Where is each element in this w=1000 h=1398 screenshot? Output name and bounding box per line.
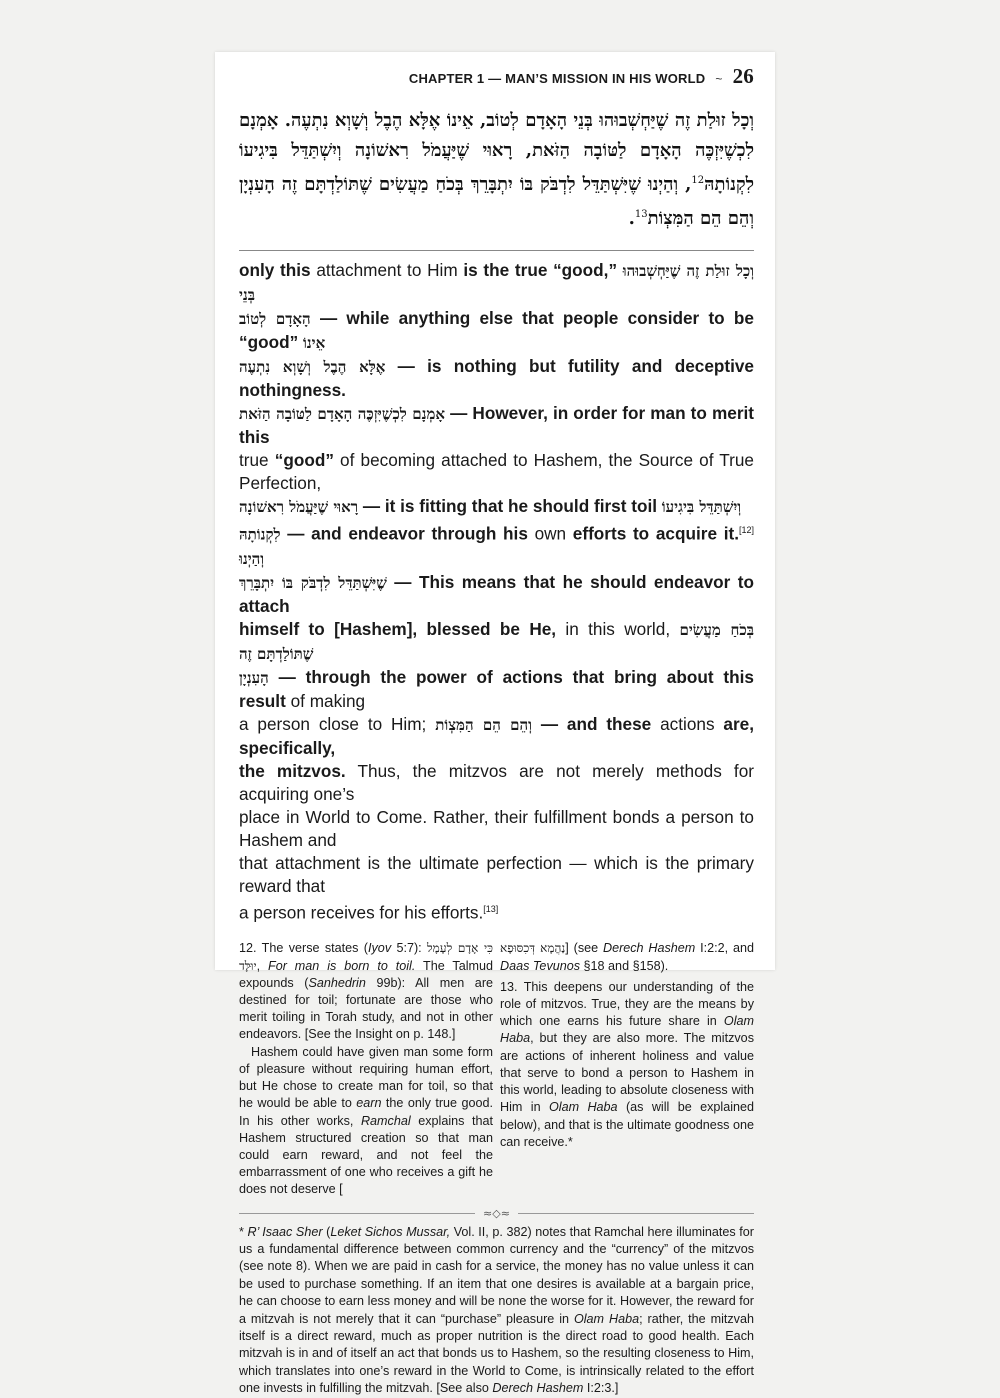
text-line: אֶלָּא הֶבֶל וְשָׁוְא נִתְעֶה — is nothing but futility and deceptive nothingness.: [239, 356, 754, 400]
running-header: [239, 64, 754, 88]
section-divider: [239, 250, 754, 251]
footnote-ref: [13]: [483, 903, 499, 914]
text-line: a person close to Him; וְהֵם הֵם הַמִּצְוֹת — and these actions are, specifically,: [239, 713, 755, 758]
note-12-paragraph: Hashem could have given man some form of pleasure without requiring human effort, but He chose to create man for toil, so that he would be able to earn the only true good. In his other works, Ramchal explains that Hashem structured creation so that man could earn reward, and not feel the embarrassment of one who receives a gift he does not deserve [: [239, 1044, 493, 1197]
text-line: שֶׁיִּשְׁתַּדֵּל לִדְבֹּק בּוֹ יִתְבָּרֵךְ — This means that he should endeavor to attach: [239, 571, 754, 616]
text-line: רָאוּי שֶׁיַּעֲמֹל רִאשׁוֹנָה — it is fitting that he should first toil וְיִשְׁתַּדֵּל בִּיגִיעוֹ: [239, 496, 742, 516]
text-line: הָעִנְיָן — through the power of actions that bring about this result of making: [239, 666, 754, 711]
footnote-ref: 12: [691, 175, 705, 186]
text-line: only this attachment to Him is the true “good,” וְכָל זוּלַת זֶה שֶׁיַּחְשְׁבוּהוּ בְּנֵי: [239, 260, 755, 304]
text-line: the mitzvos. Thus, the mitzvos are not merely methods for acquiring one’s: [239, 760, 754, 804]
chapter-title: CHAPTER 1 — MAN’S MISSION IN HIS WORLD: [408, 71, 706, 86]
ornament-icon: ≈◇≈: [483, 1206, 510, 1220]
insight-footnote: * R’ Isaac Sher (Leket Sichos Mussar, Vol. II, p. 382) notes that Ramchal here illuminates for us a fundamental difference between common currency and the “currency” of the mitzvos (see note 8). When we are paid in cash for a service, the money has no value unless it can be used to purchase something. If an item that one desires is available at a bargain price, he can choose to earn less money and will be none the worse for it. However, the reward for a mitzvah is not merely that it can “purchase” pleasure in Olam Haba; rather, the mitzvah itself is a direct reward, much as proper nutrition is the direct road to good health. Each mitzvah is in and of itself an act that bonds us to Hashem, so the resulting closeness to Him, which translates into one’s reward in the World to Come, is intrinsically related to the effort one invests in fulfilling the mitzvah. [See also Derech Hashem I:2:3.]: [239, 1224, 754, 1396]
book-page: [215, 52, 775, 1396]
footnote-ref: [12]: [738, 525, 754, 535]
page-number: 26: [732, 64, 754, 88]
note-13: 13. This deepens our understanding of the role of mitzvos. True, they are the means by which one earns his future share in Olam Haba, but they are also more. The mitzvos are actions of inherent holiness and value that serve to bond a person to Hashem in this world, leading to absolute closeness with Him in Olam Haba (as will be explained below), and that is the ultimate goodness one can receive.*: [500, 979, 755, 1149]
text-line: לִקְנוֹתָהּ — and endeavor through his own efforts to acquire it.[12] וְהַיְנוּ: [239, 523, 754, 568]
footnote-ref: 13: [634, 209, 648, 220]
ornament-icon: ~: [715, 72, 723, 86]
text-line: a person receives for his efforts.[13]: [239, 902, 499, 923]
notes-right-column: [500, 940, 754, 1198]
notes-left-column: [239, 940, 493, 1198]
note-12-continued: נַהֲמָא דְּכִסּוּפָא] (see Derech Hashem I:2:2, and Daas Tevunos §18 and §158).: [500, 941, 754, 973]
hebrew-source-text: וְכָל זוּלַת זֶה שֶׁיַּחְשְׁבוּהוּ בְּנֵי הָאָדָם לְטוֹב, אֵינוֹ אֶלָּא הֶבֶל וְשָׁוְא נִתְעֶה. אָמְנָם לִכְשֶׁיִּזְכֶּה הָאָדָם לַטּוֹבָה הַזֹּאת, רָאוּי שֶׁיַּעֲמֹל רִאשׁוֹנָה וְיִשְׁתַּדֵּל בִּיגִיעוֹ לִקְנוֹתָהּ$^{12}$, וְהַיְנוּ שֶׁיִּשְׁתַּדֵּל לִדְבֹּק בּוֹ יִתְבָּרֵךְ בְּכֹחַ מַעֲשִׂים שֶׁתּוֹלַדְתָּם זֶה הָעִנְיָן וְהֵם הֵם הַמִּצְוֹת$^{13}$.: [239, 110, 754, 229]
text-line: true “good” of becoming attached to Hashem, the Source of True Perfection,: [239, 450, 754, 493]
text-line: that attachment is the ultimate perfection — which is the primary reward that: [239, 852, 754, 896]
text-line: הָאָדָם לְטוֹב — while anything else that people consider to be “good” אֵינוֹ: [239, 308, 754, 352]
page-content: [239, 64, 754, 1398]
text-line: himself to [Hashem], blessed be He, in this world, בְּכֹחַ מַעֲשִׂים שֶׁתּוֹלַדְתָּם זֶה: [239, 618, 754, 663]
translation-commentary: [239, 259, 754, 924]
text-line: place in World to Come. Rather, their fulfillment bonds a person to Hashem and: [239, 806, 754, 850]
text-line: אָמְנָם לִכְשֶׁיִּזְכֶּה הָאָדָם לַטּוֹבָה הַזֹּאת — However, in order for man to merit this: [239, 403, 755, 447]
footnote-divider: [239, 1207, 754, 1220]
endnotes: [239, 940, 754, 1198]
note-12: 12. The verse states (Iyov 5:7): כִּי אָדָם לְעָמָל יוּלָּד, For man is born to toil. The Talmud expounds (Sanhedrin 99b): All men are destined for toil; fortunate are those who merit toiling in Torah study, and not in other endeavors. [See the Insight on p. 148.]: [239, 941, 494, 1042]
